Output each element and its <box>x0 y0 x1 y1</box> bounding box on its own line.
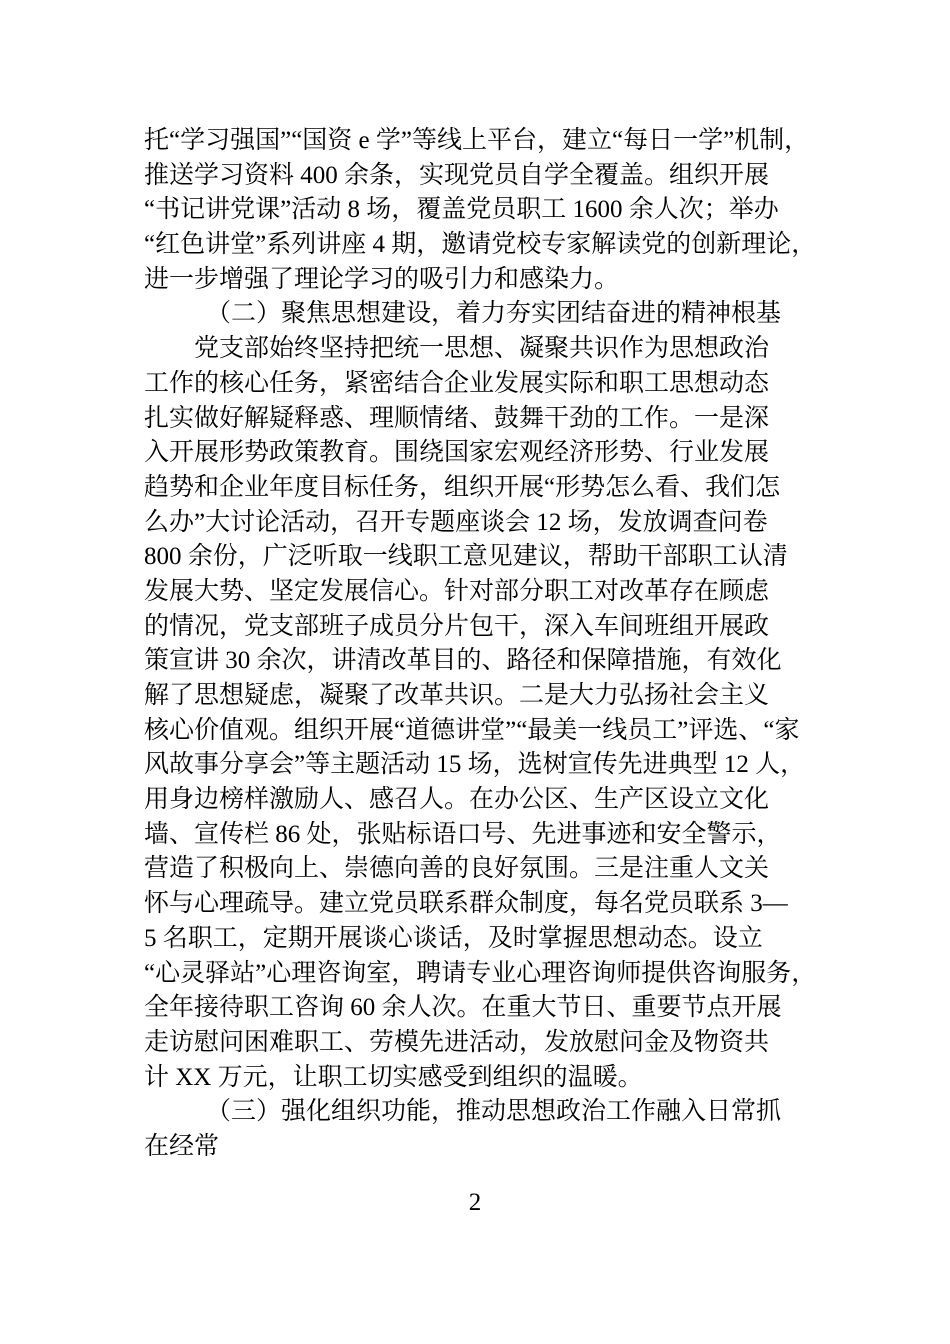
text-line: 趋势和企业年度目标任务，组织开展“形势怎么看、我们怎 <box>144 473 781 501</box>
text-line: 扎实做好解疑释惑、理顺情绪、鼓舞干劲的工作。一是深 <box>144 404 770 432</box>
text-line: 策宣讲 30 余次，讲清改革目的、路径和保障措施，有效化 <box>144 647 782 675</box>
text-line: 推送学习资料 400 余条，实现党员自学全覆盖。组织开展 <box>144 161 770 189</box>
text-line: 么办”大讨论活动，召开专题座谈会 12 场，发放调查问卷 <box>144 508 768 536</box>
text-line: 营造了积极向上、崇德向善的良好氛围。三是注重人文关 <box>144 855 770 883</box>
text-line: “红色讲堂”系列讲座 4 期，邀请党校专家解读党的创新理论， <box>144 231 817 259</box>
text-line: 走访慰问困难职工、劳模先进活动，发放慰问金及物资共 <box>144 1028 770 1056</box>
text-line: 800 余份，广泛听取一线职工意见建议，帮助干部职工认清 <box>144 543 788 571</box>
text-line: 在经常 <box>144 1132 220 1160</box>
text-line: “书记讲党课”活动 8 场，覆盖党员职工 1600 余人次；举办 <box>144 196 779 224</box>
text-line: 风故事分享会”等主题活动 15 场，选树宣传先进典型 12 人， <box>144 751 806 779</box>
paragraph-first-line: 党支部始终坚持把统一思想、凝聚共识作为思想政治 <box>194 335 770 363</box>
text-line: 托“学习强国”“国资 e 学”等线上平台，建立“每日一学”机制， <box>144 127 810 154</box>
text-line: 进一步增强了理论学习的吸引力和感染力。 <box>144 265 620 293</box>
text-line: 工作的核心任务，紧密结合企业发展实际和职工思想动态 <box>144 369 770 397</box>
page-number: 2 <box>468 1189 482 1216</box>
text-line: 解了思想疑虑，凝聚了改革共识。二是大力弘扬社会主义 <box>144 682 770 709</box>
text-line: 用身边榜样激励人、感召人。在办公区、生产区设立文化 <box>144 786 770 814</box>
text-line: 全年接待职工咨询 60 余人次。在重大节日、重要节点开展 <box>144 994 782 1022</box>
text-line: 的情况，党支部班子成员分片包干，深入车间班组开展政 <box>144 612 770 640</box>
text-line: 怀与心理疏导。建立党员联系群众制度，每名党员联系 3— <box>144 890 788 918</box>
text-line: 入开展形势政策教育。围绕国家宏观经济形势、行业发展 <box>144 439 770 467</box>
text-line: 发展大势、坚定发展信心。针对部分职工对改革存在顾虑 <box>144 577 770 605</box>
text-line: 5 名职工，定期开展谈心谈话，及时掌握思想动态。设立 <box>144 924 763 952</box>
section-heading-2: （二）聚焦思想建设，着力夯实团结奋进的精神根基 <box>206 300 782 328</box>
text-line: 墙、宣传栏 86 处，张贴标语口号、先进事迹和安全警示， <box>144 820 782 848</box>
text-line: 计 XX 万元，让职工切实感受到组织的温暖。 <box>144 1063 643 1091</box>
document-body <box>144 124 817 1165</box>
text-line: “心灵驿站”心理咨询室，聘请专业心理咨询师提供咨询服务， <box>144 959 817 987</box>
text-line: 核心价值观。组织开展“道德讲堂”“最美一线员工”评选、“家 <box>144 716 800 744</box>
section-heading-3: （三）强化组织功能，推动思想政治工作融入日常抓 <box>206 1098 782 1126</box>
